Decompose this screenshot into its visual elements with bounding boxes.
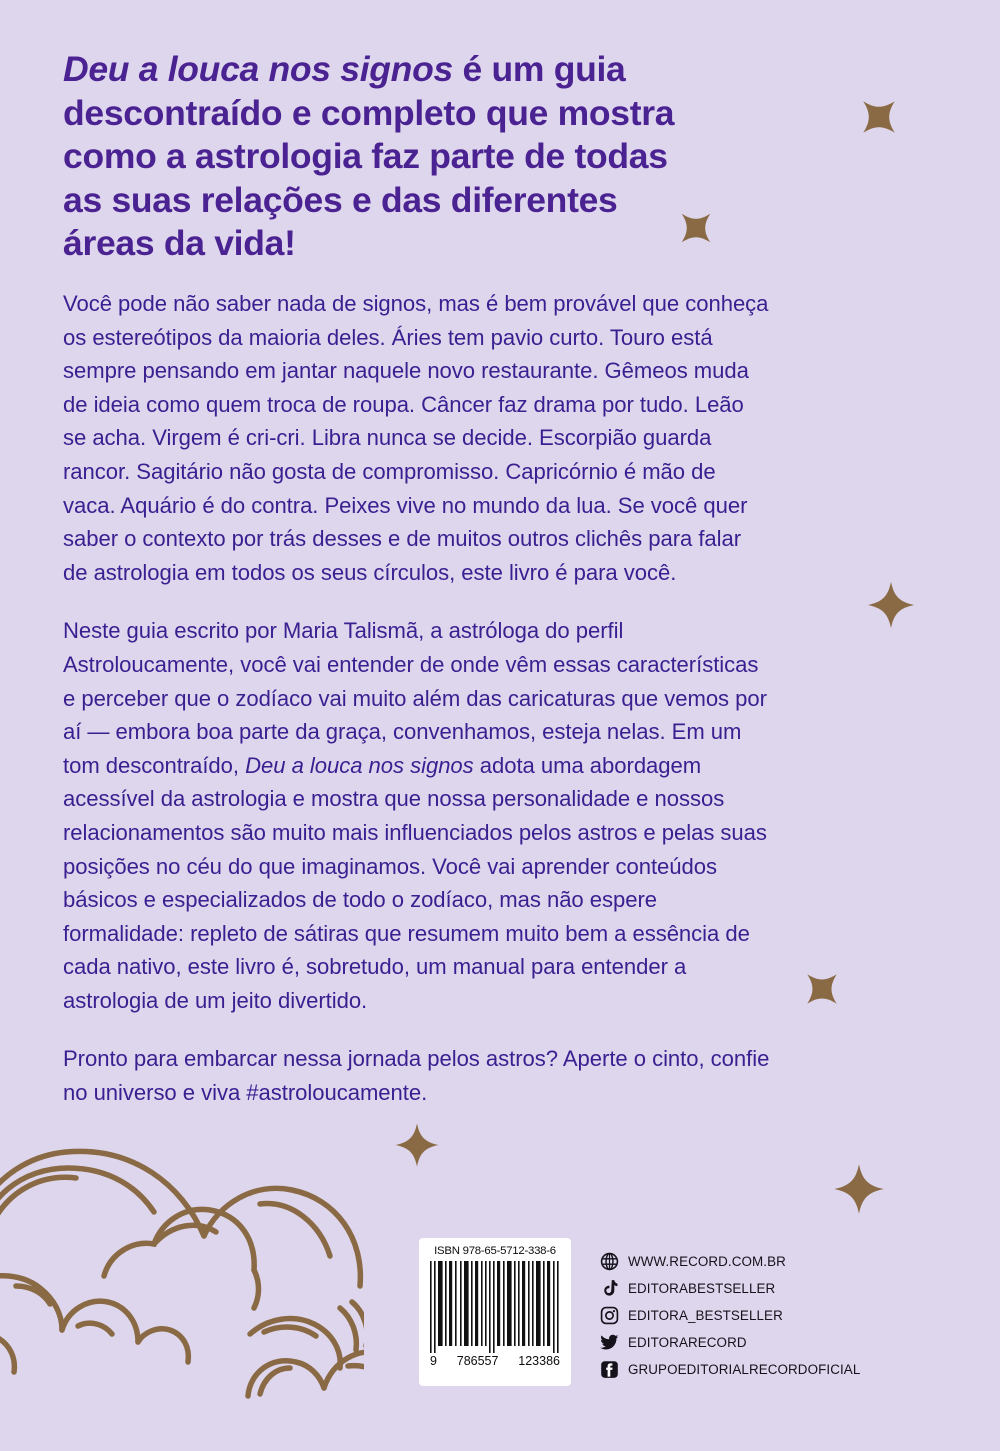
blurb-p2-italic-title: Deu a louca nos signos: [245, 752, 474, 778]
sparkle-star-bottom-mid: [390, 1118, 444, 1172]
sparkle-x-top-right: [848, 86, 910, 148]
tiktok-icon: [600, 1279, 619, 1298]
social-label-instagram: EDITORA_BESTSELLER: [628, 1307, 783, 1323]
social-label-website: WWW.RECORD.COM.BR: [628, 1253, 786, 1269]
social-row-tiktok[interactable]: [600, 1276, 860, 1300]
social-row-facebook[interactable]: [600, 1357, 860, 1381]
twitter-icon: [600, 1333, 619, 1352]
headline-rest: é um guia descontraído e completo que mostra como a astrologia faz parte de todas as suas relações e das diferentes áreas da vida!: [63, 49, 675, 263]
cloud-illustration: [0, 1086, 364, 1451]
instagram-icon: [600, 1306, 619, 1325]
isbn-barcode: [419, 1238, 571, 1386]
sparkle-star-right-mid: [862, 576, 920, 634]
social-row-instagram[interactable]: [600, 1303, 860, 1327]
sparkle-x-lower-right: [793, 960, 851, 1018]
barcode-digits: [428, 1354, 562, 1368]
social-row-website[interactable]: [600, 1249, 860, 1273]
facebook-icon: [600, 1360, 619, 1379]
globe-icon: [600, 1252, 619, 1271]
blurb-p2-part2: adota uma abordagem acessível da astrologia e mostra que nossa personalidade e nossos relacionamentos são muito mais influenciados pelos astros e pelas suas posições no céu do que imaginamos. Você vai aprender conteúdos básicos e especializados de todo o zodíaco, mas não espere formalidade: repleto de sátiras que resumem muito bem a essência de cada nativo, este livro é, sobretudo, um manual para entender a astrologia de um jeito divertido.: [63, 752, 767, 1013]
headline-italic-title: Deu a louca nos signos: [63, 49, 453, 89]
sparkle-star-bottom-right: [828, 1158, 890, 1220]
barcode-bars: [428, 1261, 562, 1353]
blurb-paragraph-2: [63, 614, 771, 1017]
blurb-paragraph-3: Pronto para embarcar nessa jornada pelos astros? Aperte o cinto, confie no universo e viva #astroloucamente.: [63, 1046, 770, 1106]
blurb-text: [63, 287, 771, 1110]
publisher-social-links: [600, 1249, 860, 1381]
social-label-twitter: EDITORARECORD: [628, 1334, 747, 1350]
social-label-facebook: GRUPOEDITORIALRECORDOFICIAL: [628, 1361, 861, 1377]
blurb-p2-part1: Neste guia escrito por Maria Talismã, a astróloga do perfil Astroloucamente, você vai entender de onde vêm essas características e perceber que o zodíaco vai muito além das caricaturas que vemos por aí — embora boa parte da graça, convenhamos, esteja nelas. Em um tom descontraído,: [63, 618, 767, 778]
barcode-digit-group-1: 786557: [456, 1354, 499, 1368]
page-title: [63, 48, 683, 266]
blurb-paragraph-1: Você pode não saber nada de signos, mas é bem provável que conheça os estereótipos da maioria deles. Áries tem pavio curto. Touro está sempre pensando em jantar naquele novo restaurante. Gêmeos muda de ideia como quem troca de roupa. Câncer faz drama por tudo. Leão se acha. Virgem é cri-cri. Libra nunca se decide. Escorpião guarda rancor. Sagitário não gosta de compromisso. Capricórnio é mão de vaca. Aquário é do contra. Peixes vive no mundo da lua. Se você quer saber o contexto por trás desses e de muitos outros clichês para falar de astrologia em todos os seus círculos, este livro é para você.: [63, 291, 769, 585]
barcode-digit-group-2: 123386: [518, 1354, 560, 1368]
barcode-digit-left: 9: [430, 1354, 437, 1368]
isbn-label: ISBN 978-65-5712-338-6: [434, 1245, 556, 1257]
social-label-tiktok: EDITORABESTSELLER: [628, 1280, 776, 1296]
social-row-twitter[interactable]: [600, 1330, 860, 1354]
